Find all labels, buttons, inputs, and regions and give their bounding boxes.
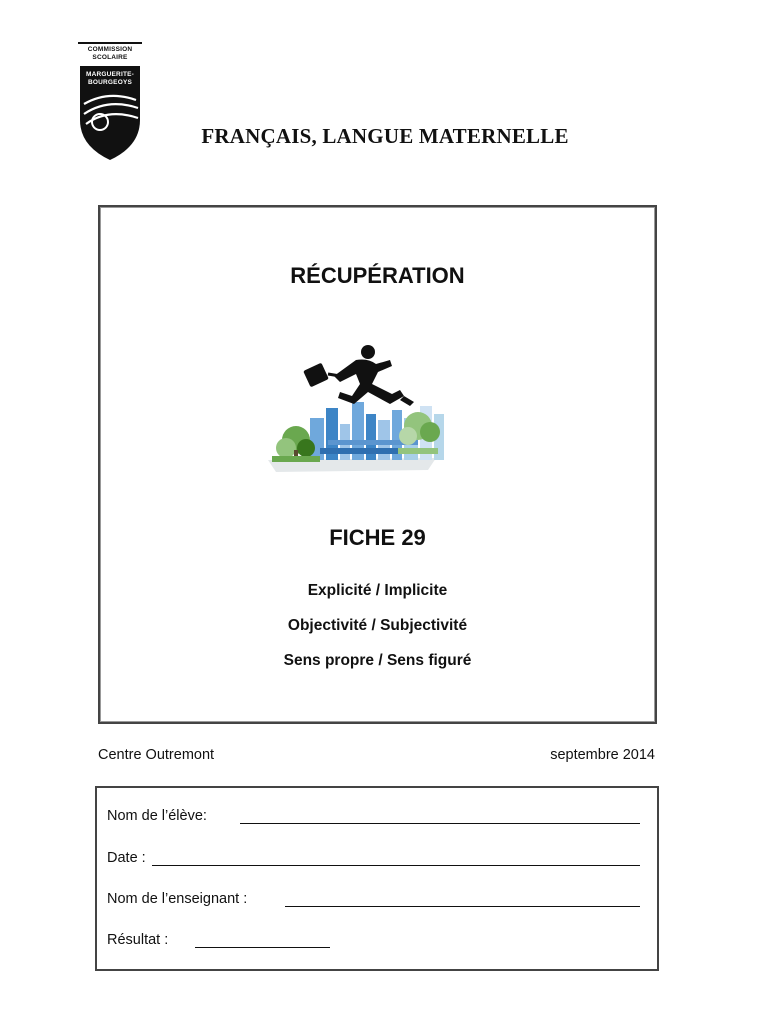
topic-2: Objectivité / Subjectivité <box>287 617 468 634</box>
teacher-name-label: Nom de l’enseignant : <box>107 891 248 907</box>
cover-panel <box>98 205 657 724</box>
result-field[interactable] <box>195 947 330 948</box>
cover-heading: RÉCUPÉRATION <box>290 263 465 288</box>
date-field[interactable] <box>152 865 640 866</box>
fiche-number: FICHE 29 <box>329 525 426 550</box>
student-name-label: Nom de l’élève: <box>107 808 207 824</box>
student-info-form <box>95 786 659 971</box>
student-name-field[interactable] <box>240 823 640 824</box>
teacher-name-field[interactable] <box>285 906 640 907</box>
logo-line-3: MARGUERITE- <box>85 71 135 78</box>
shield-icon <box>78 42 142 162</box>
document-title: FRANÇAIS, LANGUE MATERNELLE <box>201 124 569 148</box>
logo-line-1: COMMISSION <box>87 46 133 53</box>
logo-line-4: BOURGEOYS <box>87 79 133 86</box>
centre-name: Centre Outremont <box>98 747 215 763</box>
document-date: septembre 2014 <box>550 747 655 763</box>
result-label: Résultat : <box>107 932 169 948</box>
date-label: Date : <box>107 850 146 866</box>
topic-3: Sens propre / Sens figuré <box>283 652 472 669</box>
jumping-businessman-illustration <box>268 340 453 480</box>
topic-1: Explicité / Implicite <box>307 582 448 599</box>
school-board-logo <box>78 42 142 162</box>
logo-line-2: SCOLAIRE <box>92 54 128 61</box>
